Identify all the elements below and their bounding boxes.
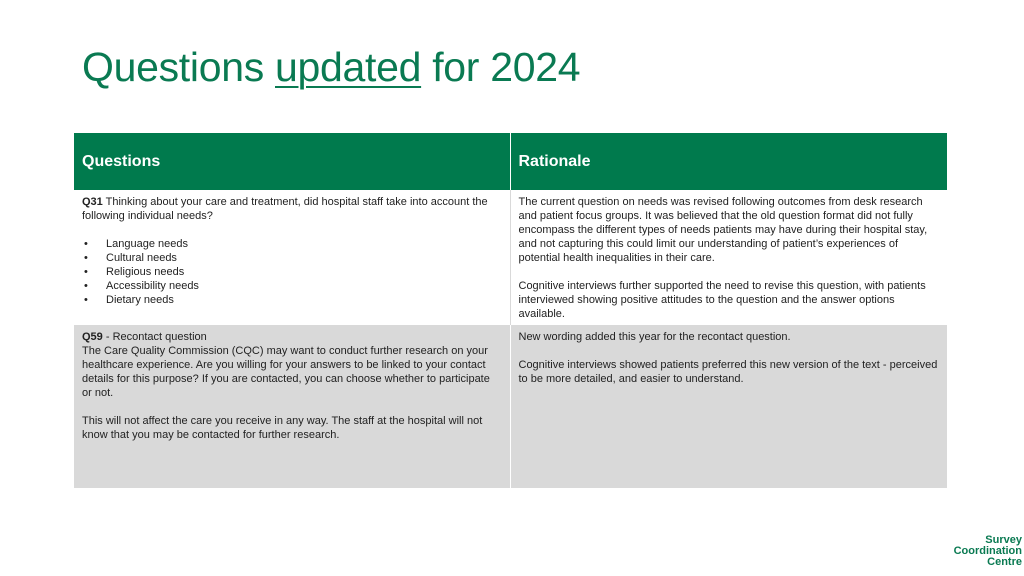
question-body: The Care Quality Commission (CQC) may want to conduct further research on your healthcare experience. Are you willing for your answers to be linked to your contact details for this purpose? If you are contacted, you can choose whether to participate or not.: [82, 345, 490, 399]
table-row: [74, 190, 947, 325]
question-text: [82, 195, 502, 223]
list-item: • Accessibility needs: [82, 279, 502, 293]
table-header-row: [74, 133, 947, 190]
rationale-cell-q59: [510, 325, 947, 488]
title-part-1: Questions: [82, 44, 275, 90]
question-heading: [82, 330, 502, 344]
list-item: • Dietary needs: [82, 293, 502, 307]
needs-list: [82, 237, 502, 307]
page-title: [82, 44, 580, 91]
question-number: Q31: [82, 196, 103, 208]
logo-line: Coordination: [953, 545, 1022, 557]
rationale-paragraph: The current question on needs was revised following outcomes from desk research and patient focus groups. It was believed that the old question format did not fully encompass the different types of needs patients may have during their hospital stay, and not capturing this could limit our understanding of patient’s experiences of potential health inequalities in their care.: [518, 196, 928, 264]
logo-line: Survey: [985, 534, 1022, 546]
header-questions: Questions: [74, 133, 510, 190]
table-row: [74, 325, 947, 488]
title-underlined: updated: [275, 44, 422, 90]
question-body-2: This will not affect the care you receive in any way. The staff at the hospital will not know that you may be contacted for further research.: [82, 415, 483, 441]
rationale-paragraph: New wording added this year for the recontact question.: [518, 331, 791, 343]
survey-coordination-centre-logo: [944, 535, 1024, 568]
question-subtitle: - Recontact question: [102, 331, 207, 343]
rationale-cell-q31: [510, 190, 947, 325]
list-item: • Religious needs: [82, 265, 502, 279]
question-body: Thinking about your care and treatment, did hospital staff take into account the following individual needs?: [82, 196, 488, 222]
question-cell-q59: [74, 325, 510, 488]
list-item: • Cultural needs: [82, 251, 502, 265]
header-rationale: Rationale: [510, 133, 947, 190]
question-number: Q59: [82, 331, 103, 343]
logo-line: Centre: [987, 556, 1022, 568]
list-item: • Language needs: [82, 237, 502, 251]
question-cell-q31: [74, 190, 510, 325]
rationale-paragraph: Cognitive interviews showed patients preferred this new version of the text - perceived to be more detailed, and easier to understand.: [518, 359, 938, 385]
title-part-2: for 2024: [421, 44, 581, 90]
questions-table: [74, 133, 947, 488]
rationale-paragraph: Cognitive interviews further supported the need to revise this question, with patients interviewed showing positive attitudes to the question and the answer options available.: [518, 280, 926, 320]
